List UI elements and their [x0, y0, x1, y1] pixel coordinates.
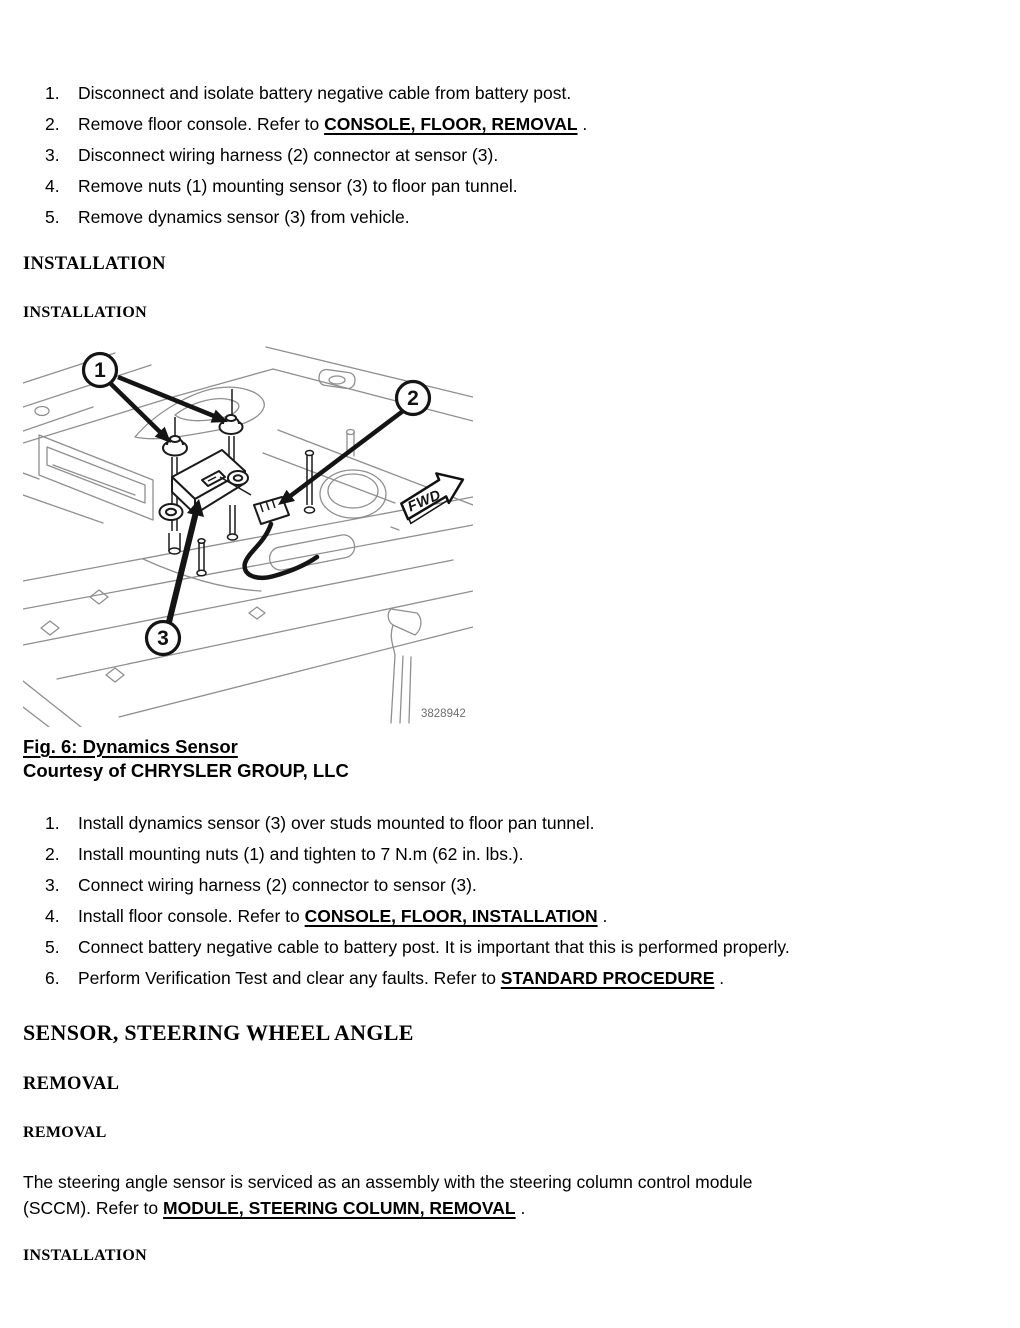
step-text: Install dynamics sensor (3) over studs mounted to floor pan tunnel. — [78, 813, 595, 833]
link-module-steering-column-removal[interactable]: MODULE, STEERING COLUMN, REMOVAL — [163, 1198, 516, 1218]
note-line1: The steering angle sensor is serviced as an assembly with the steering column control module — [23, 1172, 753, 1192]
link-console-floor-installation[interactable]: CONSOLE, FLOOR, INSTALLATION — [304, 906, 598, 926]
step-number: 6. — [45, 968, 60, 988]
callout-1 — [84, 354, 117, 387]
heading-installation-small: INSTALLATION — [23, 304, 147, 321]
removal-steps-list — [23, 78, 990, 233]
list-item — [23, 932, 990, 963]
svg-text:2: 2 — [407, 387, 419, 410]
list-item — [23, 140, 990, 171]
step-text: Remove dynamics sensor (3) from vehicle. — [78, 207, 410, 227]
step-number: 5. — [45, 207, 60, 227]
svg-text:1: 1 — [94, 359, 106, 382]
step-number: 4. — [45, 176, 60, 196]
list-item — [23, 109, 990, 140]
heading-removal-large: REMOVAL — [23, 1074, 120, 1094]
fwd-arrow — [396, 465, 471, 524]
list-item — [23, 808, 990, 839]
step-number: 3. — [45, 875, 60, 895]
list-item — [23, 171, 990, 202]
step-text: Connect battery negative cable to battery post. It is important that this is performed properly. — [78, 937, 790, 957]
heading-removal-small: REMOVAL — [23, 1124, 107, 1141]
step-number: 1. — [45, 83, 60, 103]
heading-installation-bottom: INSTALLATION — [23, 1247, 147, 1264]
figure-caption-title: Fig. 6: Dynamics Sensor — [23, 736, 238, 757]
step-text: Connect wiring harness (2) connector to sensor (3). — [78, 875, 477, 895]
figure-container — [23, 345, 475, 783]
section-title: SENSOR, STEERING WHEEL ANGLE — [23, 1020, 414, 1045]
step-number: 1. — [45, 813, 60, 833]
figure-caption-courtesy: Courtesy of CHRYSLER GROUP, LLC — [23, 760, 349, 781]
svg-text:FWD: FWD — [405, 487, 444, 516]
step-number: 5. — [45, 937, 60, 957]
note-post: . — [515, 1198, 526, 1218]
callout-2 — [397, 382, 430, 415]
step-text: Install floor console. Refer to — [78, 906, 305, 926]
note-line2: (SCCM). Refer to — [23, 1198, 164, 1218]
dynamics-sensor-figure — [23, 345, 473, 727]
step-number: 4. — [45, 906, 60, 926]
dynamics-sensor-body — [160, 450, 252, 520]
installation-steps-list — [23, 808, 990, 994]
svg-text:3: 3 — [157, 627, 169, 650]
step-text-post: . — [577, 114, 588, 134]
step-text: Remove floor console. Refer to — [78, 114, 325, 134]
step-number: 2. — [45, 844, 60, 864]
step-number: 2. — [45, 114, 60, 134]
callout-3 — [147, 622, 180, 655]
link-standard-procedure[interactable]: STANDARD PROCEDURE — [500, 968, 715, 988]
step-number: 3. — [45, 145, 60, 165]
steering-sensor-note — [23, 1169, 963, 1221]
step-text: Disconnect and isolate battery negative cable from battery post. — [78, 83, 572, 103]
list-item — [23, 78, 990, 109]
heading-installation-large: INSTALLATION — [23, 254, 166, 274]
callout-arrows — [110, 377, 403, 622]
step-text-post: . — [597, 906, 608, 926]
link-console-floor-removal[interactable]: CONSOLE, FLOOR, REMOVAL — [324, 114, 578, 134]
list-item — [23, 202, 990, 233]
list-item — [23, 839, 990, 870]
step-text: Perform Verification Test and clear any faults. Refer to — [78, 968, 501, 988]
figure-caption — [23, 735, 475, 783]
step-text-post: . — [714, 968, 725, 988]
figure-part-number: 3828942 — [421, 708, 466, 720]
step-text: Install mounting nuts (1) and tighten to 7 N.m (62 in. lbs.). — [78, 844, 524, 864]
list-item — [23, 901, 990, 932]
step-text: Disconnect wiring harness (2) connector at sensor (3). — [78, 145, 499, 165]
step-text: Remove nuts (1) mounting sensor (3) to floor pan tunnel. — [78, 176, 518, 196]
list-item — [23, 963, 990, 994]
list-item — [23, 870, 990, 901]
